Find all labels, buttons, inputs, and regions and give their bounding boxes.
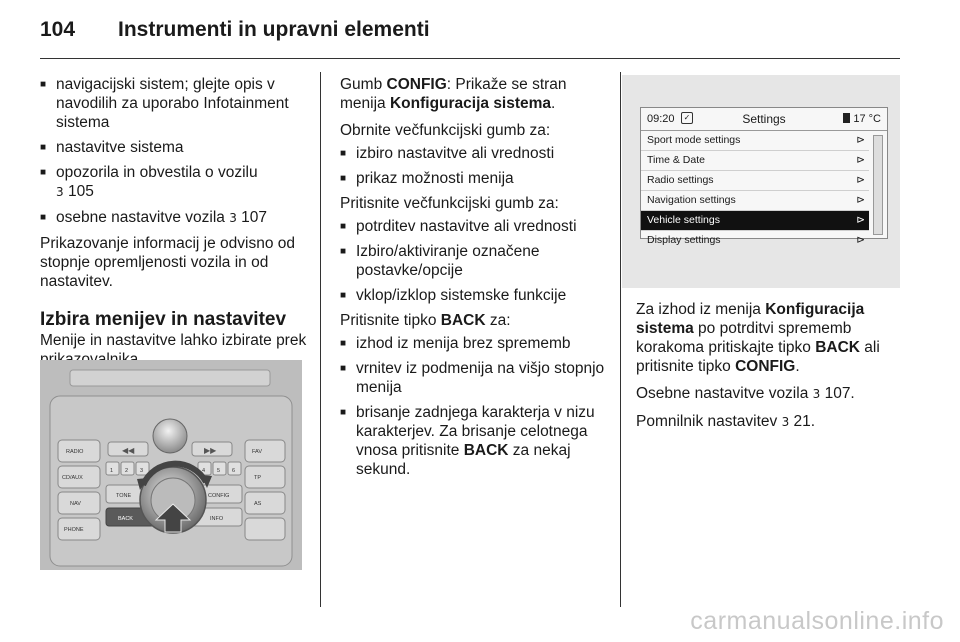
back-key-text: BACK bbox=[463, 442, 509, 459]
list-item bbox=[340, 359, 608, 397]
paragraph bbox=[340, 75, 608, 113]
page-ref: 107. bbox=[820, 385, 855, 402]
list-item-text: opozorila in obvestila o vozilu bbox=[56, 164, 258, 181]
column-divider-2 bbox=[620, 72, 621, 607]
list-item bbox=[340, 334, 608, 353]
paragraph: Menije in nastavitve lahko izbirate prek bbox=[40, 332, 307, 349]
text-run: Za izhod iz menija bbox=[636, 301, 766, 318]
preset-label: 1 bbox=[110, 468, 114, 474]
page-ref: 21. bbox=[789, 413, 816, 430]
menu-item-label: Vehicle settings bbox=[647, 214, 720, 226]
page-ref-icon: 3 bbox=[229, 211, 237, 225]
arrow-right-icon: ⊳ bbox=[856, 154, 865, 166]
list-item-text: prikaz možnosti menija bbox=[356, 170, 514, 187]
list-item bbox=[340, 217, 608, 236]
menu-item-label: Time & Date bbox=[647, 154, 705, 166]
paragraph bbox=[340, 311, 608, 330]
list-item-text: izbiro nastavitve ali vrednosti bbox=[356, 145, 555, 162]
preset-label: 4 bbox=[202, 468, 206, 474]
paragraph: Pritisnite večfunkcijski gumb za: bbox=[340, 195, 559, 212]
text-run: po potrditvi sprememb korakoma pritiskajte tipko bbox=[636, 320, 852, 356]
back-key-text: BACK bbox=[815, 339, 860, 356]
menu-name-text: Konfiguracija sistema bbox=[389, 95, 552, 112]
text-run: Pomnilnik nastavitev bbox=[636, 413, 782, 430]
arrow-right-icon: ⊳ bbox=[856, 194, 865, 206]
list-item bbox=[340, 286, 608, 305]
list-item-text: izhod iz menija brez sprememb bbox=[356, 335, 571, 352]
menu-item-vehicle[interactable] bbox=[641, 211, 869, 231]
page-ref-icon: 3 bbox=[812, 387, 821, 401]
column-left bbox=[40, 75, 308, 377]
temperature bbox=[843, 113, 881, 125]
preset-label: 5 bbox=[217, 468, 221, 474]
column-divider-1 bbox=[320, 72, 321, 607]
column-right bbox=[636, 300, 900, 440]
list-item bbox=[340, 242, 608, 280]
paragraph bbox=[636, 412, 900, 432]
list-item bbox=[340, 169, 608, 188]
paragraph bbox=[636, 384, 900, 404]
menu-item-label: Navigation settings bbox=[647, 194, 736, 206]
page-ref: 105 bbox=[67, 183, 94, 200]
list-item bbox=[340, 403, 608, 479]
arrow-right-icon: ⊳ bbox=[856, 174, 865, 186]
radio-button-label: RADIO bbox=[66, 449, 84, 455]
list-item bbox=[340, 144, 608, 163]
info-button-label: INFO bbox=[210, 516, 224, 522]
screen-title: Settings bbox=[742, 112, 786, 126]
config-key-text: CONFIG bbox=[735, 358, 796, 375]
tone-button-label: TONE bbox=[116, 493, 132, 499]
settings-status-icon: ✓ bbox=[681, 112, 693, 124]
menu-item-sport-mode[interactable] bbox=[641, 131, 869, 151]
text-run: : Prikaže se stran menija bbox=[340, 76, 567, 112]
paragraph bbox=[636, 300, 900, 376]
preset-label: 2 bbox=[125, 468, 129, 474]
list-item bbox=[40, 163, 308, 202]
watermark: carmanualsonline.info bbox=[690, 607, 944, 635]
temperature-value: 17 °C bbox=[853, 113, 881, 125]
menu-item-radio[interactable] bbox=[641, 171, 869, 191]
text-run: ali pritisnite tipko bbox=[636, 339, 880, 375]
list-item-text: za nekaj sekund. bbox=[356, 442, 571, 478]
control-panel-drawing bbox=[40, 360, 302, 570]
list-item bbox=[40, 138, 308, 157]
page-ref-icon: 3 bbox=[781, 415, 790, 429]
arrow-right-icon: ⊳ bbox=[856, 134, 865, 146]
svg-text:▶▶: ▶▶ bbox=[204, 446, 217, 455]
settings-screen bbox=[640, 107, 888, 246]
phone-button-label: PHONE bbox=[64, 527, 84, 533]
header-rule bbox=[40, 58, 900, 59]
text-run: Pritisnite tipko bbox=[340, 312, 441, 329]
control-panel-figure bbox=[40, 360, 302, 570]
paragraph: Obrnite večfunkcijski gumb za: bbox=[340, 122, 551, 139]
list-item-text: potrditev nastavitve ali vrednosti bbox=[356, 218, 577, 235]
phone-icon bbox=[843, 113, 850, 123]
page-header bbox=[40, 18, 430, 42]
text-run: za: bbox=[485, 312, 511, 329]
list-item-text: brisanje zadnjega karakterja v nizu karakterjev. Za brisanje celotnega vnosa pritisnite bbox=[356, 404, 595, 459]
menu-item-label: Display settings bbox=[647, 234, 721, 246]
column-middle bbox=[340, 75, 608, 485]
menu-name-text: Konfiguracija sistema bbox=[636, 301, 865, 337]
back-button-label: BACK bbox=[118, 516, 133, 522]
text-run: Gumb bbox=[340, 76, 387, 93]
list-item-text: osebne nastavitve vozila bbox=[56, 209, 225, 226]
page-title: Instrumenti in upravni elementi bbox=[118, 18, 430, 41]
menu-item-time-date[interactable] bbox=[641, 151, 869, 171]
as-button-label: AS bbox=[254, 501, 262, 507]
menu-item-display[interactable] bbox=[641, 231, 869, 250]
fav-button-label: FAV bbox=[252, 449, 262, 455]
menu-item-label: Radio settings bbox=[647, 174, 714, 186]
svg-text:◀◀: ◀◀ bbox=[122, 446, 135, 455]
arrow-right-icon: ⊳ bbox=[856, 234, 865, 246]
text-run: . bbox=[551, 95, 556, 112]
section-heading: Izbira menijev in nastavitev bbox=[40, 309, 287, 330]
list-item-text: vklop/izklop sistemske funkcije bbox=[356, 287, 567, 304]
preset-label: 6 bbox=[232, 468, 236, 474]
page-ref: 107 bbox=[241, 209, 268, 226]
page-ref-icon: 3 bbox=[56, 185, 64, 199]
screen-header bbox=[641, 108, 887, 131]
list-item-text: Izbiro/aktiviranje označene postavke/opcije bbox=[356, 243, 540, 279]
config-button-label: CONFIG bbox=[208, 493, 230, 499]
back-key-text: BACK bbox=[440, 312, 486, 329]
nav-button-label: NAV bbox=[70, 501, 81, 507]
menu-item-navigation[interactable] bbox=[641, 191, 869, 211]
clock: 09:20 bbox=[647, 113, 675, 125]
list-item-text: vrnitev iz podmenija na višjo stopnjo menija bbox=[356, 360, 605, 396]
preset-label: 3 bbox=[140, 468, 144, 474]
config-key-text: CONFIG bbox=[386, 76, 447, 93]
paragraph: Prikazovanje informacij je odvisno od stopnje opremljenosti vozila in od nastavitev. bbox=[40, 235, 296, 290]
scrollbar[interactable] bbox=[873, 135, 883, 235]
list-item bbox=[40, 208, 308, 228]
list-item bbox=[40, 75, 308, 132]
cdaux-button-label: CD/AUX bbox=[62, 475, 83, 481]
page-number: 104 bbox=[40, 18, 76, 41]
arrow-right-icon: ⊳ bbox=[856, 214, 865, 226]
tp-button-label: TP bbox=[254, 475, 262, 481]
list-item-text: nastavitve sistema bbox=[56, 139, 184, 156]
text-run: Osebne nastavitve vozila bbox=[636, 385, 813, 402]
list-item-text: navigacijski sistem; glejte opis v navodilih za uporabo Infotainment sistema bbox=[56, 76, 289, 131]
settings-screen-figure bbox=[622, 75, 900, 288]
text-run: . bbox=[795, 358, 800, 375]
menu-item-label: Sport mode settings bbox=[647, 134, 741, 146]
